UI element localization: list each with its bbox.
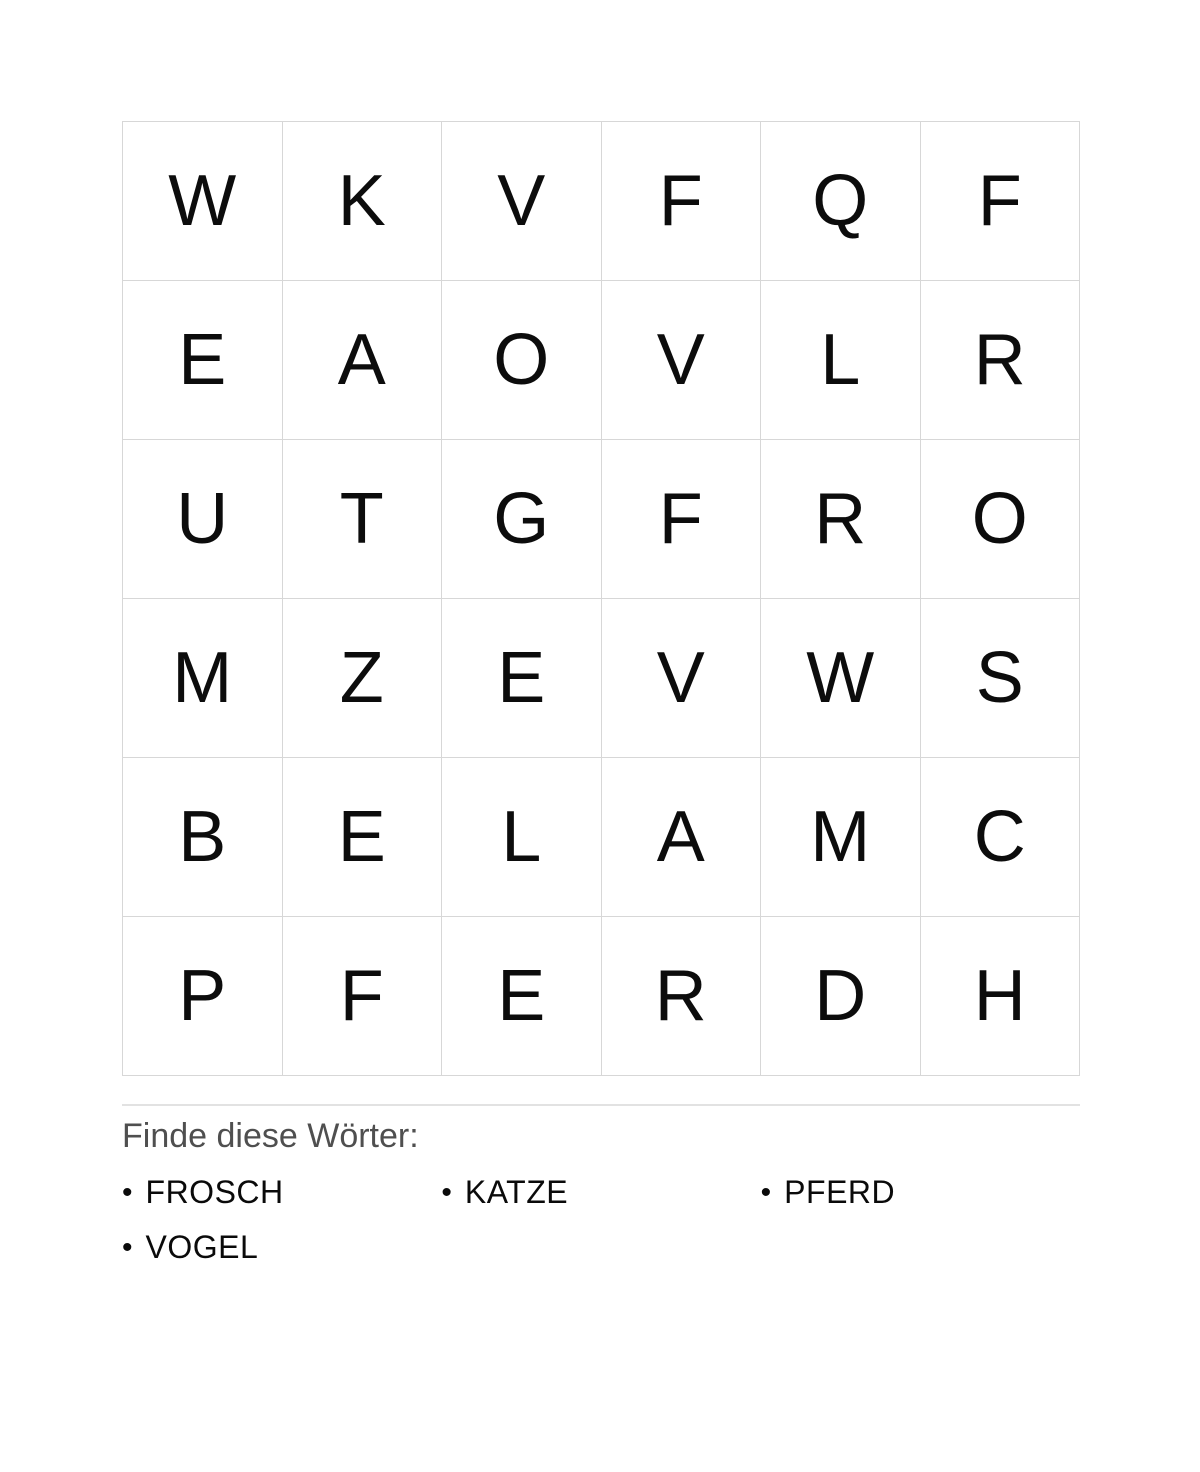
grid-cell-r2c1[interactable]: E — [123, 281, 282, 439]
word-label: VOGEL — [145, 1229, 259, 1265]
grid-cell-r5c2[interactable]: E — [283, 758, 442, 916]
grid-cell-r5c6[interactable]: C — [921, 758, 1080, 916]
word-label: FROSCH — [145, 1174, 284, 1210]
grid-cell-r6c3[interactable]: E — [442, 917, 601, 1075]
word-list-item-pferd — [761, 1174, 1080, 1211]
bullet-icon: • — [760, 1175, 772, 1209]
grid-cell-r1c1[interactable]: W — [123, 122, 282, 280]
grid-cell-r5c1[interactable]: B — [123, 758, 282, 916]
grid-cell-r1c6[interactable]: F — [921, 122, 1080, 280]
grid-cell-r2c6[interactable]: R — [921, 281, 1080, 439]
word-list-item-frosch — [122, 1174, 441, 1211]
grid-cell-r2c5[interactable]: L — [761, 281, 920, 439]
grid-cell-r5c4[interactable]: A — [602, 758, 761, 916]
grid-cell-r3c4[interactable]: F — [602, 440, 761, 598]
word-label: PFERD — [784, 1174, 896, 1210]
puzzle-content — [122, 121, 1080, 1266]
divider — [122, 1104, 1080, 1106]
grid-cell-r3c1[interactable]: U — [123, 440, 282, 598]
grid-cell-r3c3[interactable]: G — [442, 440, 601, 598]
grid-cell-r4c4[interactable]: V — [602, 599, 761, 757]
bullet-icon: • — [122, 1230, 133, 1264]
grid-cell-r1c4[interactable]: F — [602, 122, 761, 280]
word-list — [122, 1174, 1080, 1266]
find-words-heading: Finde diese Wörter: — [122, 1117, 419, 1155]
grid-cell-r6c2[interactable]: F — [283, 917, 442, 1075]
grid-cell-r3c5[interactable]: R — [761, 440, 920, 598]
grid-cell-r6c5[interactable]: D — [761, 917, 920, 1075]
bullet-icon: • — [122, 1175, 133, 1209]
letter-grid — [122, 121, 1080, 1076]
word-label: KATZE — [464, 1174, 569, 1210]
grid-cell-r1c5[interactable]: Q — [761, 122, 920, 280]
grid-cell-r4c3[interactable]: E — [442, 599, 601, 757]
grid-cell-r2c2[interactable]: A — [283, 281, 442, 439]
grid-cell-r4c5[interactable]: W — [761, 599, 920, 757]
word-list-item-vogel — [122, 1229, 441, 1266]
grid-cell-r1c3[interactable]: V — [442, 122, 601, 280]
grid-cell-r6c4[interactable]: R — [602, 917, 761, 1075]
grid-cell-r6c6[interactable]: H — [921, 917, 1080, 1075]
word-list-item-katze — [441, 1174, 760, 1211]
grid-cell-r1c2[interactable]: K — [283, 122, 442, 280]
grid-cell-r2c3[interactable]: O — [442, 281, 601, 439]
grid-cell-r5c3[interactable]: L — [442, 758, 601, 916]
grid-cell-r3c6[interactable]: O — [921, 440, 1080, 598]
grid-cell-r4c2[interactable]: Z — [283, 599, 442, 757]
grid-cell-r4c1[interactable]: M — [123, 599, 282, 757]
grid-cell-r2c4[interactable]: V — [602, 281, 761, 439]
grid-cell-r6c1[interactable]: P — [123, 917, 282, 1075]
grid-cell-r3c2[interactable]: T — [283, 440, 442, 598]
grid-cell-r5c5[interactable]: M — [761, 758, 920, 916]
bullet-icon: • — [441, 1175, 452, 1209]
grid-cell-r4c6[interactable]: S — [921, 599, 1080, 757]
